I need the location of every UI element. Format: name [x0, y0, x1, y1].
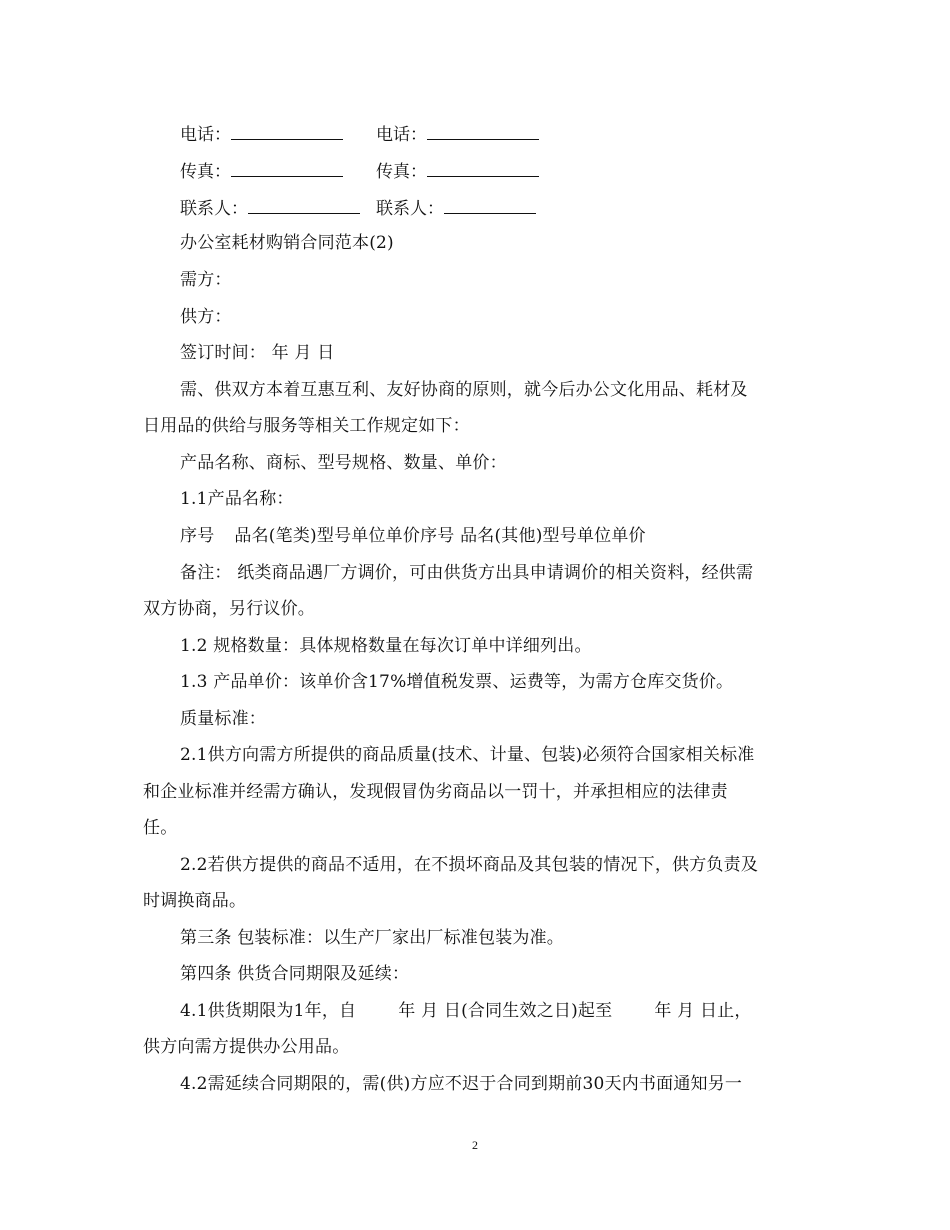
quality-heading: 质量标准： [180, 709, 266, 729]
item-4-1-part-2: 年 月 日(合同生效之日)起至 [398, 1001, 613, 1021]
party-a-contact-field [180, 195, 360, 221]
item-4-1-part-1: 4.1供货期限为1年，自 [180, 1001, 357, 1021]
party-a-fax-label: 传真： [180, 162, 231, 182]
party-a-phone-label: 电话： [180, 125, 231, 145]
item-4-1-line-2: 供方向需方提供办公用品。 [143, 1037, 350, 1057]
party-b-fax-label: 传真： [376, 162, 427, 182]
item-2-1-line-2: 和企业标准并经需方确认，发现假冒伪劣商品以一罚十，并承担相应的法律责 [143, 782, 728, 802]
intro-paragraph-line-2: 日用品的供给与服务等相关工作规定如下： [143, 416, 470, 436]
item-1-2: 1.2 规格数量：具体规格数量在每次订单中详细列出。 [180, 636, 592, 656]
party-b-phone-label: 电话： [376, 125, 427, 145]
item-2-1-line-3: 任。 [143, 818, 178, 838]
party-a-contact-blank [248, 195, 360, 214]
party-a-phone-blank [231, 121, 343, 140]
item-2-2-line-1: 2.2若供方提供的商品不适用，在不损坏商品及其包装的情况下，供方负责及 [180, 855, 759, 875]
item-4-1-line-1 [180, 999, 752, 1023]
table-header-columns: 品名(笔类)型号单位单价序号 品名(其他)型号单位单价 [234, 526, 646, 546]
note-line-2: 双方协商，另行议价。 [143, 599, 315, 619]
supplier-line: 供方： [180, 307, 232, 327]
sign-time-line: 签订时间： 年 月 日 [180, 343, 335, 363]
article-3: 第三条 包装标准：以生产厂家出厂标准包装为准。 [180, 928, 565, 948]
intro-paragraph-line-1: 需、供双方本着互惠互利、友好协商的原则，就今后办公文化用品、耗材及 [180, 380, 748, 400]
item-4-2-line-1: 4.2需延续合同期限的，需(供)方应不迟于合同到期前30天内书面通知另一 [180, 1074, 743, 1094]
party-a-fax-field [180, 158, 343, 184]
product-heading: 产品名称、商标、型号规格、数量、单价： [180, 453, 507, 473]
contract-title: 办公室耗材购销合同范本(2) [180, 233, 394, 253]
item-4-1-part-3: 年 月 日止， [654, 1001, 752, 1021]
table-header-serial: 序号 [180, 526, 215, 546]
demander-line: 需方： [180, 270, 232, 290]
page-number: 2 [472, 1138, 478, 1152]
party-b-fax-blank [427, 158, 539, 177]
party-b-phone-field [376, 121, 539, 147]
note-line-1: 备注： 纸类商品遇厂方调价，可由供货方出具申请调价的相关资料，经供需 [180, 563, 754, 583]
item-1-3: 1.3 产品单价：该单价含17%增值税发票、运费等，为需方仓库交货价。 [180, 672, 734, 692]
party-b-contact-label: 联系人： [376, 199, 444, 219]
party-b-contact-field [376, 195, 536, 221]
party-a-phone-field [180, 121, 343, 147]
party-a-fax-blank [231, 158, 343, 177]
item-1-1: 1.1产品名称： [180, 489, 294, 509]
party-b-fax-field [376, 158, 539, 184]
article-4: 第四条 供货合同期限及延续： [180, 964, 410, 984]
party-a-contact-label: 联系人： [180, 199, 248, 219]
party-b-contact-blank [444, 195, 536, 214]
party-b-phone-blank [427, 121, 539, 140]
product-table-header [180, 524, 646, 548]
item-2-2-line-2: 时调换商品。 [143, 891, 247, 911]
item-2-1-line-1: 2.1供方向需方所提供的商品质量(技术、计量、包装)必须符合国家相关标准 [180, 745, 755, 765]
